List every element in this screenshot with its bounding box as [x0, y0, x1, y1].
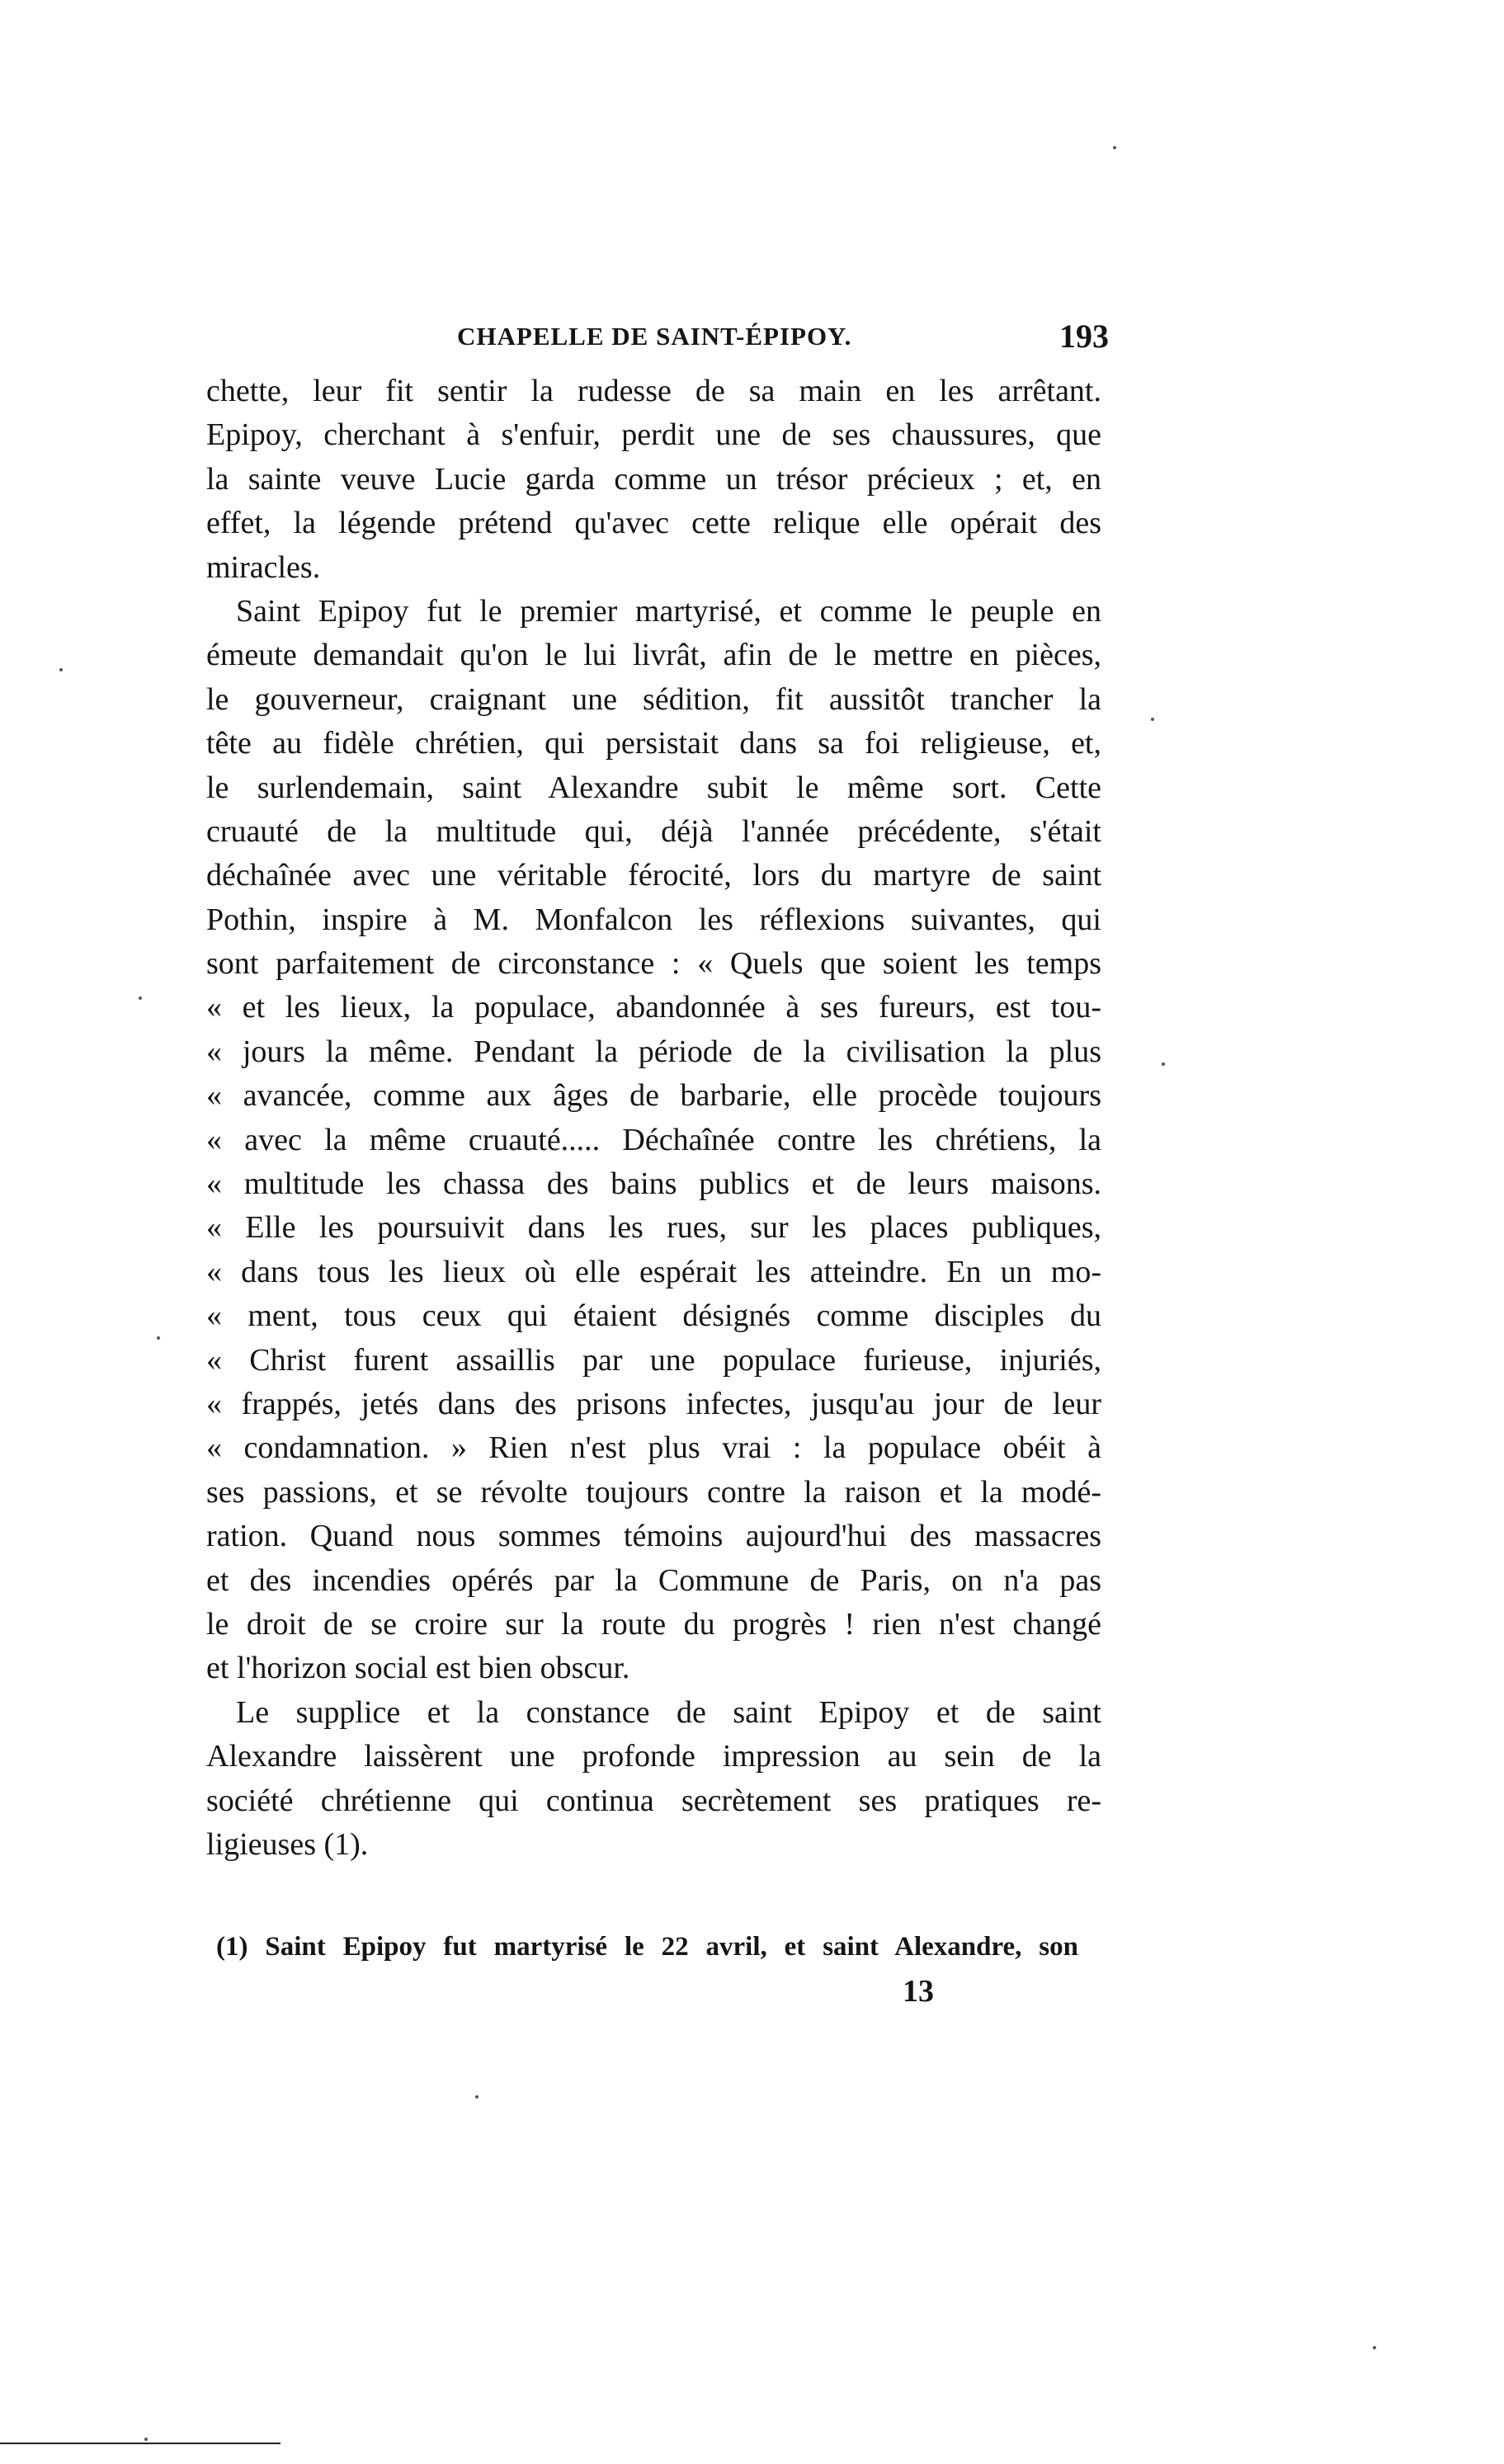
text-line: le surlendemain, saint Alexandre subit le même sort. Cette — [206, 770, 1101, 805]
paper-speck — [144, 2438, 148, 2441]
text-line: Epipoy, cherchant à s'enfuir, perdit une de ses chaussures, que — [206, 417, 1101, 453]
text-line: « frappés, jetés dans des prisons infectes, jusqu'au jour de leur — [206, 1386, 1101, 1421]
text-line: le droit de se croire sur la route du progrès ! rien n'est changé — [206, 1606, 1101, 1642]
text-line: émeute demandait qu'on le lui livrât, afin de le mettre en pièces, — [206, 638, 1101, 673]
text-line: ses passions, et se révolte toujours contre la raison et la modé- — [206, 1474, 1101, 1510]
text-line: chette, leur fit sentir la rudesse de sa main en les arrêtant. — [206, 374, 1101, 408]
text-line: sont parfaitement de circonstance : « Quels que soient les temps — [206, 946, 1101, 982]
text-line: effet, la légende prétend qu'avec cette relique elle opérait des — [206, 506, 1101, 541]
text-line: Pothin, inspire à M. Monfalcon les réflexions suivantes, qui — [206, 902, 1101, 937]
running-head — [195, 317, 1109, 360]
text-line: Le supplice et la constance de saint Epipoy et de saint — [236, 1694, 1101, 1730]
text-line: ration. Quand nous sommes témoins aujourd'hui des massacres — [206, 1519, 1101, 1554]
running-title: CHAPELLE DE SAINT-ÉPIPOY. — [457, 322, 852, 351]
text-line: « ment, tous ceux qui étaient désignés comme disciples du — [206, 1298, 1101, 1334]
text-line: « avancée, comme aux âges de barbarie, elle procède toujours — [206, 1078, 1101, 1114]
paper-speck — [1373, 2346, 1376, 2349]
paper-speck — [1151, 718, 1154, 721]
text-line: le gouverneur, craignant une sédition, fit aussitôt trancher la — [206, 681, 1101, 717]
text-line: « dans tous les lieux où elle espérait les atteindre. En un mo- — [206, 1254, 1101, 1289]
text-line: Alexandre laissèrent une profonde impression au sein de la — [206, 1739, 1101, 1774]
text-line: déchaînée avec une véritable férocité, lors du martyre de saint — [206, 858, 1101, 893]
text-line: « jours la même. Pendant la période de la civilisation la plus — [206, 1034, 1101, 1069]
page-number: 193 — [1059, 318, 1109, 355]
text-line: cruauté de la multitude qui, déjà l'année précédente, s'était — [206, 813, 1101, 849]
text-line: « condamnation. » Rien n'est plus vrai : la populace obéit à — [206, 1430, 1101, 1466]
text-line: « avec la même cruauté..... Déchaînée contre les chrétiens, la — [206, 1122, 1101, 1157]
text-line: ligieuses (1). — [206, 1826, 369, 1862]
body-text — [206, 370, 1101, 1867]
bottom-rule — [0, 2443, 281, 2444]
text-line: la sainte veuve Lucie garda comme un trésor précieux ; et, en — [206, 461, 1101, 497]
text-line: « multitude les chassa des bains publics et de leurs maisons. — [206, 1166, 1101, 1202]
text-line: « et les lieux, la populace, abandonnée à ses fureurs, est tou- — [206, 990, 1101, 1025]
text-line: « Elle les poursuivit dans les rues, sur les places publiques, — [206, 1210, 1101, 1246]
text-line: tête au fidèle chrétien, qui persistait dans sa foi religieuse, et, — [206, 726, 1101, 761]
text-line: et l'horizon social est bien obscur. — [206, 1651, 630, 1686]
paper-speck — [139, 996, 142, 1000]
footnote-line: (1) Saint Epipoy fut martyrisé le 22 avril, et saint Alexandre, son — [216, 1932, 1078, 1962]
paper-speck — [1162, 1062, 1165, 1066]
text-line: et des incendies opérés par la Commune de Paris, on n'a pas — [206, 1562, 1101, 1598]
paper-speck — [59, 668, 63, 671]
text-line: miracles. — [206, 549, 321, 585]
footnote — [216, 1925, 1078, 1969]
text-line: « Christ furent assaillis par une populace furieuse, injuriés, — [206, 1342, 1101, 1378]
signature-mark: 13 — [903, 1974, 934, 2009]
paper-speck — [1113, 146, 1116, 149]
paper-speck — [475, 2095, 479, 2099]
paper-speck — [157, 1336, 160, 1340]
text-line: société chrétienne qui continua secrètement ses pratiques re- — [206, 1783, 1101, 1818]
text-line: Saint Epipoy fut le premier martyrisé, et comme le peuple en — [236, 593, 1101, 629]
